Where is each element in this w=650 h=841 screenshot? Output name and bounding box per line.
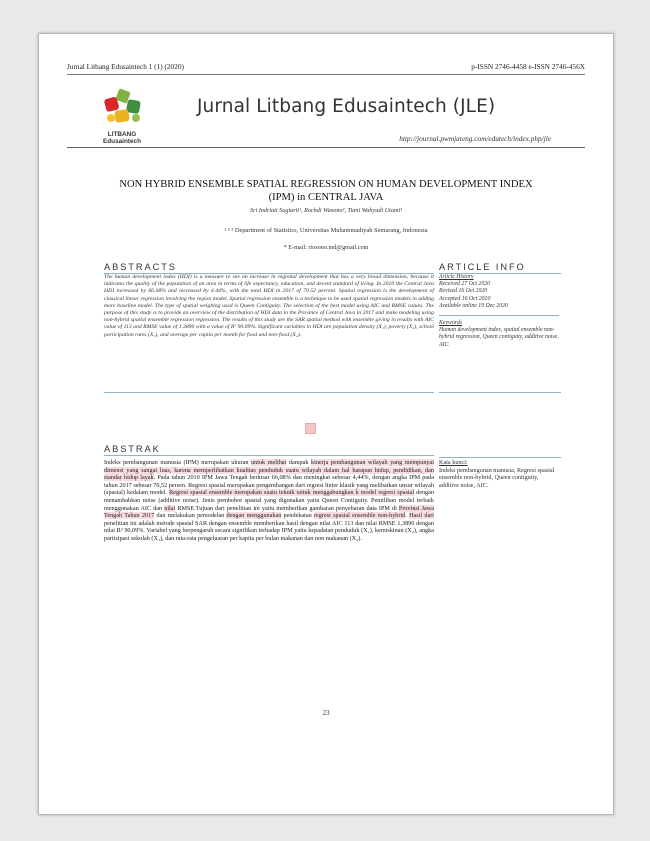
article-history-label: Article History [439, 274, 474, 280]
abstrak-highlight[interactable]: Provinsi Jawa Tengah Tahun 2017 [104, 504, 434, 520]
highlight-marker-icon[interactable] [305, 423, 316, 434]
abstrak-highlight[interactable]: regresi spasial ensemble non-hybrid [313, 512, 406, 520]
abstrak-segment: . Pada tahun 2010 IPM Jawa Tengah berkisar 66,08% dan meningkat sebesar 4,44%, dengan angka IPM pada tahun 2017 sebesar 70,52 persen. Regresi spasial merupakan pengembangan dari regresi linier klasik yang melibatkan unsur wilayah (spasial) kedalam model. [104, 474, 434, 497]
running-header-right: p-ISSN 2746-4458 e-ISSN 2746-456X [471, 62, 585, 71]
logo-caption [103, 132, 141, 145]
running-header-left: Jurnal Litbang Edusaintech 1 (1) (2020) [67, 62, 184, 71]
abstrak-segment: RMSE.Tujuan dari penelitian ini yaitu memberikan gambaran penyebaran data IPM di [175, 504, 399, 512]
abstrak-segment: pendekatan [281, 512, 314, 520]
abstract-heading: ABSTRACTS [104, 262, 434, 274]
abstrak-segment: Indeks pembangunan manusia (IPM) merupakan ukuran [104, 459, 252, 466]
abstract-bottom-rule [104, 392, 434, 393]
journal-url[interactable]: http://journal.pwmjateng.com/edutech/index.php/jle [399, 134, 551, 143]
article-affiliation: ¹ ² ³ Department of Statistics, Universitas Muhammadiyah Semarang, Indonesia [224, 227, 428, 234]
abstrak-segment: dan melakukan pemodelan [154, 512, 227, 520]
info-divider [439, 315, 559, 316]
history-received: Received 27 Oct 2020 [439, 281, 491, 288]
abstrak-highlight[interactable]: Regresi spasial ensemble merupakan suatu teknik untuk menggabungkan k model regresi spasial [169, 489, 415, 497]
logo-caption-line2: Edusaintech [103, 137, 141, 145]
kata-kunci-panel [439, 459, 559, 489]
abstrak-segment: . [405, 512, 410, 520]
running-header [67, 62, 585, 71]
article-info-panel [439, 274, 559, 349]
logo-caption-line1: LITBANG [107, 131, 137, 138]
abstract-indonesian-text [104, 459, 434, 543]
article-info-heading: ARTICLE INFO [439, 262, 561, 274]
abstract-english-text: The human development index (HDI) is a measure to see an increase in regional development that has a very broad dimension, because it indicates the quality of the population of an area in terms of life expectancy, education, and decent standard of living. In 2010 the Central Java HDI increased by 66.08% and increased by 4.44%, with the total HDI in 2017 of 70.52 percent. Spatial regression is the development of classical linear regression involving the region model. Spatial regression ensemble is a technique to be used spatial regression models in adding more baseline model. The type of spatial weighing used is Queen Contiguity. The selection of the best model using AIC and RMSE values. The purpose of this study is to provide an overview of the distribution of HDI data in the Province of Central Java in 2017 and make modeling using non-hybrid spatial ensemble regression regression. The results of this study are the SAR spatial method with ensemble giving in results with AIC value of 113 and RMSE value of 1.3890 with a value of R² 90.09%. Significant variables in HDI are population density (X₁), poverty (X₂), school participation rates (X₃), and average per capita per month for food and non-food (X₄). [104, 274, 434, 338]
masthead-divider [67, 147, 585, 148]
abstrak-heading: ABSTRAK [104, 444, 434, 456]
abstrak-highlight[interactable]: untuk melihat [251, 459, 287, 466]
kata-kunci-top-rule [439, 457, 561, 458]
header-divider [67, 74, 585, 75]
history-accepted: Accepted 16 Oct 2020 [439, 295, 491, 302]
journal-title: Jurnal Litbang Edusaintech (JLE) [197, 96, 496, 117]
kata-kunci-label: Kata kunci: [439, 459, 468, 466]
page-number: 23 [322, 710, 330, 717]
article-email: * E-mail: riosono.md@gmail.com [283, 244, 369, 251]
abstrak-segment: dengan menambahkan noise (additive noise). Jenis pembobot spasial yang digunakan yaitu Queen Contiguity. Pemilihan model terbaik menggunakan AIC dan [104, 489, 434, 512]
article-authors: Sri Indriati Sugiarti¹, Rochdi Wasono², Tiani Wahyudi Utami³ [249, 207, 403, 214]
abstrak-segment: dampak [286, 459, 312, 466]
abstrak-highlight[interactable]: dengan menggunakan [226, 512, 282, 520]
abstrak-highlight[interactable]: Hasil dari [409, 512, 434, 520]
keywords-english: Human development index, spatial ensemble non-hybrid regression, Queen contiguity, additive noise, AIC. [439, 327, 559, 348]
kata-kunci-text: Indeks pembangunan manusia, Regresi spasial ensemble non-hybrid, Queen contiguity, additive noise, AIC. [439, 466, 555, 489]
article-title: NON HYBRID ENSEMBLE SPATIAL REGRESSION ON HUMAN DEVELOPMENT INDEX (IPM) in CENTRAL JAVA [119, 179, 533, 203]
abstrak-highlight[interactable]: kinerja pembangunan wilayah yang mempunyai dimensi yang sangat luas, karena memperlihatkan kualitas penduduk suatu wilayah dalam hal harapan hidup, pendidikan, dan standar hidup layak [104, 459, 435, 482]
abstrak-highlight[interactable]: nilai [164, 504, 176, 512]
keywords-label: Keywords [439, 320, 462, 327]
history-revised: Revised 16 Oct 2020 [439, 288, 488, 295]
history-online: Available online 19 Dec 2020 [439, 302, 508, 309]
abstrak-segment: penelitian ini adalah metode spasial SAR dengan ensemble memberikan hasil dengan nilai AIC 113 dan nilai RMSE 1,3890 dengan nilai R² 90,09%. Variabel yang berpengaruh secara signifikan terhadap IPM yaitu kepadatan penduduk (X₁), kemiskinan (X₂), angka partisipasi sekolah (X₃), dan rata-rata pengeluaran per kapita per bulan makanan dan non makanan (X₄). [104, 519, 434, 542]
info-bottom-rule [439, 392, 561, 393]
journal-page [38, 33, 614, 815]
